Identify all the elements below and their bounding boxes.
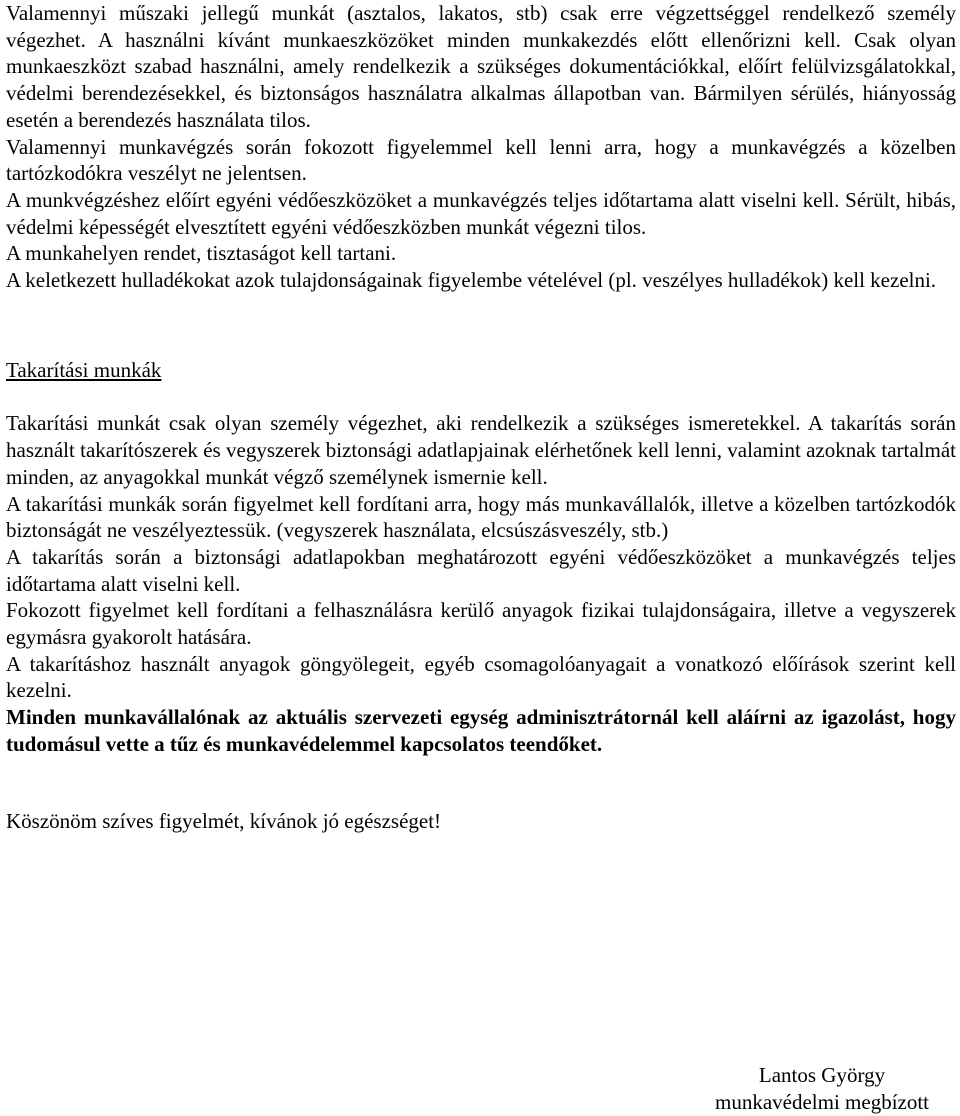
- intro-paragraph: A munkvégzéshez előírt egyéni védőeszközöket a munkavégzés teljes időtartama alatt viselni kell. Sérült, hibás, védelmi képességét elvesztített egyéni védőeszközben munkát végezni tilos.: [6, 187, 956, 239]
- intro-paragraph: Valamennyi műszaki jellegű munkát (asztalos, lakatos, stb) csak erre végzettséggel rendelkező személy végezhet. A használni kívánt munkaeszközöket minden munkakezdés előtt ellenőrizni kell. Csak olyan munkaeszközt szabad használni, amely rendelkezik a szükséges dokumentációkkal, előírt felülvizsgálatokkal, védelmi berendezésekkel, és biztonságos használatra alkalmas állapotban van. Bármilyen sérülés, hiányosság esetén a berendezés használata tilos.: [6, 1, 956, 132]
- cleaning-section: [6, 410, 956, 757]
- spacer: [6, 758, 956, 808]
- signature-block: [692, 1062, 952, 1115]
- intro-section: [6, 0, 956, 294]
- signature-name: Lantos György: [758, 1063, 886, 1087]
- spacer: [6, 383, 956, 410]
- section-title: Takarítási munkák: [6, 357, 162, 382]
- section-paragraph: Takarítási munkát csak olyan személy végezhet, aki rendelkezik a szükséges ismeretekkel. A takarítás során használt takarítószerek és vegyszerek biztonsági adatlapjainak elérhetőnek kell lenni, valamint azoknak tartalmát minden, az anyagokkal munkát végző személynek ismernie kell.: [6, 411, 956, 489]
- section-paragraph: A takarítási munkák során figyelmet kell fordítani arra, hogy más munkavállalók, illetve a közelben tartózkodók biztonságát ne veszélyeztessük. (vegyszerek használata, elcsúszásveszély, stb.): [6, 491, 956, 543]
- intro-paragraph: Valamennyi munkavégzés során fokozott figyelemmel kell lenni arra, hogy a munkavégzés a közelben tartózkodókra veszélyt ne jelentsen.: [6, 134, 956, 186]
- closing-line: Köszönöm szíves figyelmét, kívánok jó egészséget!: [6, 808, 442, 833]
- spacer: [6, 294, 956, 357]
- intro-paragraph: A keletkezett hulladékokat azok tulajdonságainak figyelembe vételével (pl. veszélyes hulladékok) kell kezelni.: [6, 268, 937, 293]
- section-paragraph: A takarítás során a biztonsági adatlapokban meghatározott egyéni védőeszközöket a munkavégzés teljes időtartama alatt viselni kell.: [6, 544, 956, 596]
- document-page: [6, 0, 956, 834]
- bold-notice: Minden munkavállalónak az aktuális szervezeti egység adminisztrátornál kell aláírni az igazolást, hogy tudomásul vette a tűz és munkavédelemmel kapcsolatos teendőket.: [6, 705, 956, 756]
- section-paragraph: Fokozott figyelmet kell fordítani a felhasználásra kerülő anyagok fizikai tulajdonságaira, illetve a vegyszerek egymásra gyakorolt hatására.: [6, 598, 956, 650]
- signature-title: munkavédelmi megbízott: [714, 1089, 930, 1114]
- section-paragraph: A takarításhoz használt anyagok göngyölegeit, egyéb csomagolóanyagait a vonatkozó előírások szerint kell kezelni.: [6, 651, 956, 703]
- intro-paragraph: A munkahelyen rendet, tisztaságot kell tartani.: [6, 241, 397, 266]
